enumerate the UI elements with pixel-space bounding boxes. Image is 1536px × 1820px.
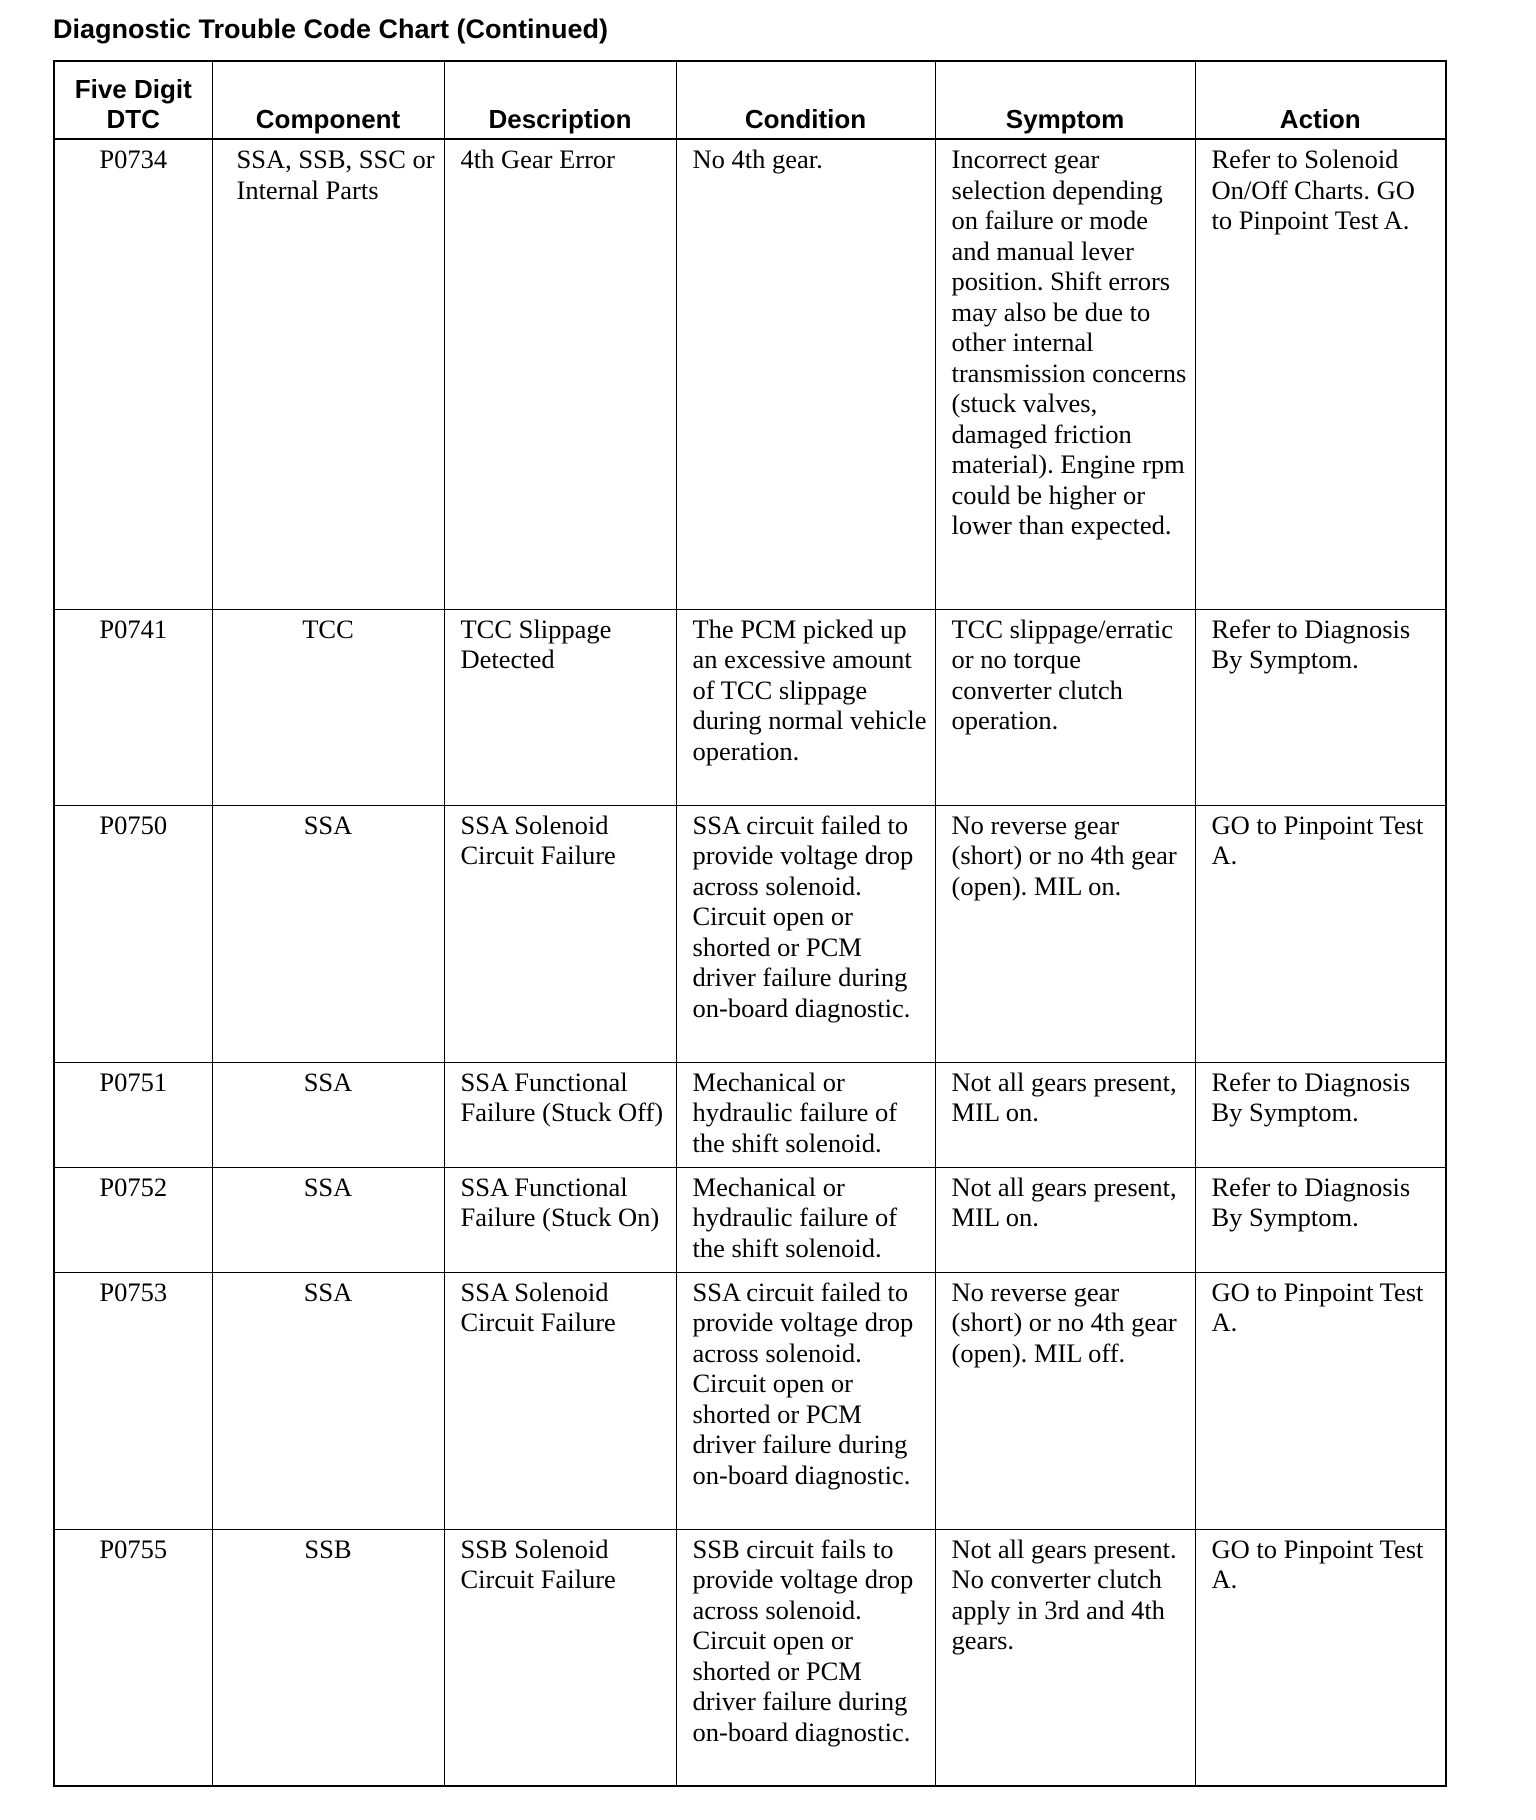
dtc-table: [53, 60, 1447, 1787]
cell-symptom: Incorrect gear selection depending on failure or mode and manual lever position. Shift errors may also be due to other internal transmission concerns (stuck valves, damaged friction material). Engine rpm could be higher or lower than expected.: [935, 139, 1195, 609]
table-row: [54, 1167, 1446, 1272]
cell-component: SSA, SSB, SSC or Internal Parts: [212, 139, 444, 609]
table-row: [54, 1062, 1446, 1167]
cell-symptom: Not all gears present. No converter clutch apply in 3rd and 4th gears.: [935, 1529, 1195, 1786]
header-condition: Condition: [676, 61, 935, 139]
cell-dtc: P0755: [54, 1529, 212, 1786]
cell-dtc: P0751: [54, 1062, 212, 1167]
cell-component: SSB: [212, 1529, 444, 1786]
cell-action: GO to Pinpoint Test A.: [1195, 1529, 1446, 1786]
cell-description: 4th Gear Error: [444, 139, 676, 609]
cell-component: TCC: [212, 609, 444, 805]
cell-description: SSA Functional Failure (Stuck Off): [444, 1062, 676, 1167]
cell-condition: Mechanical or hydraulic failure of the shift solenoid.: [676, 1062, 935, 1167]
header-row: [54, 61, 1446, 139]
cell-action: Refer to Diagnosis By Symptom.: [1195, 1062, 1446, 1167]
cell-condition: Mechanical or hydraulic failure of the shift solenoid.: [676, 1167, 935, 1272]
cell-action: Refer to Solenoid On/Off Charts. GO to Pinpoint Test A.: [1195, 139, 1446, 609]
table-row: [54, 1272, 1446, 1529]
cell-symptom: No reverse gear (short) or no 4th gear (open). MIL off.: [935, 1272, 1195, 1529]
cell-dtc: P0741: [54, 609, 212, 805]
cell-dtc: P0734: [54, 139, 212, 609]
header-description: Description: [444, 61, 676, 139]
cell-description: SSA Functional Failure (Stuck On): [444, 1167, 676, 1272]
page-title: Diagnostic Trouble Code Chart (Continued): [53, 14, 608, 44]
cell-condition: SSA circuit failed to provide voltage drop across solenoid. Circuit open or shorted or PCM driver failure during on-board diagnostic.: [676, 1272, 935, 1529]
cell-dtc: P0753: [54, 1272, 212, 1529]
cell-description: SSB Solenoid Circuit Failure: [444, 1529, 676, 1786]
cell-action: GO to Pinpoint Test A.: [1195, 1272, 1446, 1529]
header-dtc-line1: Five Digit: [74, 74, 192, 104]
cell-symptom: No reverse gear (short) or no 4th gear (open). MIL on.: [935, 805, 1195, 1062]
cell-condition: SSB circuit fails to provide voltage drop across solenoid. Circuit open or shorted or PCM driver failure during on-board diagnostic.: [676, 1529, 935, 1786]
cell-action: GO to Pinpoint Test A.: [1195, 805, 1446, 1062]
cell-component: SSA: [212, 1167, 444, 1272]
table-row: [54, 139, 1446, 609]
header-dtc-line2: DTC: [106, 104, 160, 134]
table-row: [54, 1529, 1446, 1786]
cell-component: SSA: [212, 1062, 444, 1167]
cell-symptom: Not all gears present, MIL on.: [935, 1062, 1195, 1167]
cell-action: Refer to Diagnosis By Symptom.: [1195, 609, 1446, 805]
cell-symptom: Not all gears present, MIL on.: [935, 1167, 1195, 1272]
table-row: [54, 609, 1446, 805]
cell-action: Refer to Diagnosis By Symptom.: [1195, 1167, 1446, 1272]
cell-symptom: TCC slippage/erratic or no torque converter clutch operation.: [935, 609, 1195, 805]
cell-condition: No 4th gear.: [676, 139, 935, 609]
cell-description: TCC Slippage Detected: [444, 609, 676, 805]
cell-dtc: P0752: [54, 1167, 212, 1272]
table-row: [54, 805, 1446, 1062]
header-dtc: [54, 61, 212, 139]
cell-dtc: P0750: [54, 805, 212, 1062]
cell-condition: SSA circuit failed to provide voltage drop across solenoid. Circuit open or shorted or PCM driver failure during on-board diagnostic.: [676, 805, 935, 1062]
cell-component: SSA: [212, 1272, 444, 1529]
cell-description: SSA Solenoid Circuit Failure: [444, 1272, 676, 1529]
header-action: Action: [1195, 61, 1446, 139]
cell-description: SSA Solenoid Circuit Failure: [444, 805, 676, 1062]
header-symptom: Symptom: [935, 61, 1195, 139]
cell-component: SSA: [212, 805, 444, 1062]
cell-condition: The PCM picked up an excessive amount of TCC slippage during normal vehicle operation.: [676, 609, 935, 805]
header-component: Component: [212, 61, 444, 139]
